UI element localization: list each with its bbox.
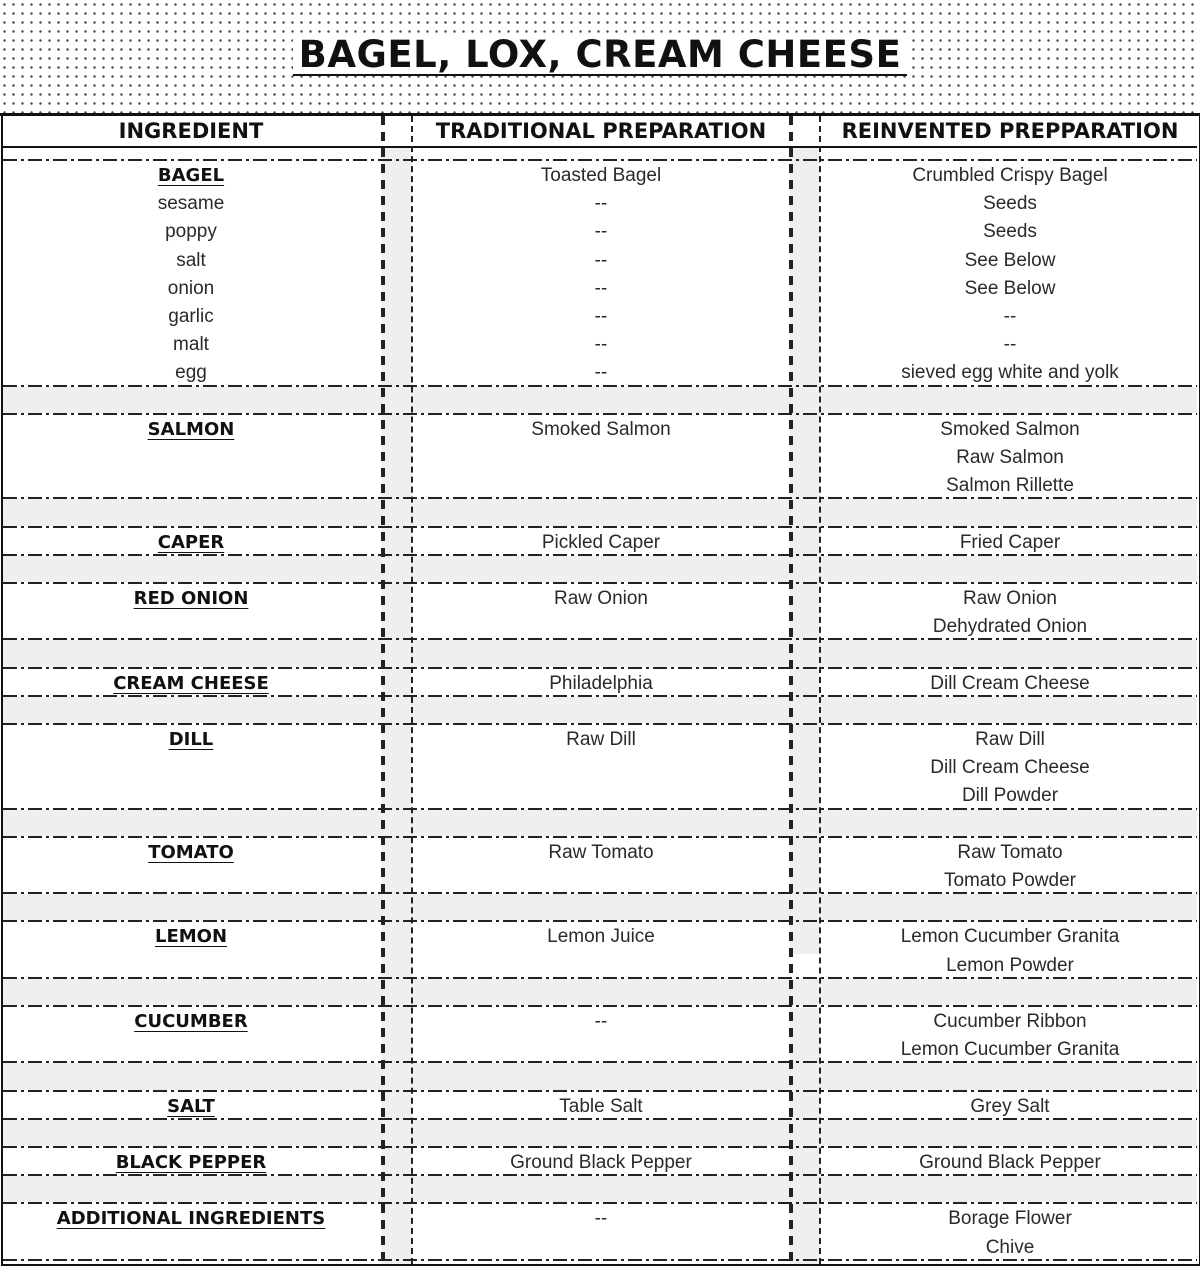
row-gap (3, 1176, 1197, 1202)
traditional-item: Raw Dill (566, 729, 636, 750)
row-gap (3, 894, 1197, 920)
row-gap (3, 697, 1197, 723)
traditional-item: -- (594, 221, 608, 243)
header-reinvented: REINVENTED PREPPARATION (841, 119, 1179, 143)
reinvented-cell (820, 416, 1200, 501)
row-gap (3, 1063, 1197, 1089)
row-separator (3, 920, 1197, 922)
traditional-item: Ground Black Pepper (510, 1152, 692, 1173)
row-separator (3, 1259, 1197, 1261)
traditional-item: -- (594, 362, 608, 384)
sub-ingredient: egg (175, 362, 207, 384)
row-separator (3, 638, 1197, 640)
ingredient-cell (0, 529, 382, 557)
row-separator (3, 808, 1197, 810)
traditional-item: Smoked Salmon (531, 418, 671, 440)
reinvented-item: Raw Salmon (956, 447, 1064, 468)
traditional-item: Philadelphia (549, 672, 653, 694)
ingredient-name: BAGEL (157, 165, 225, 186)
traditional-item: Raw Onion (554, 588, 648, 609)
reinvented-cell (820, 839, 1200, 895)
row-separator (3, 695, 1197, 697)
ingredient-cell (0, 1149, 382, 1177)
traditional-item: -- (594, 1208, 608, 1230)
row-separator (3, 1174, 1197, 1176)
traditional-cell (412, 416, 790, 444)
row-separator (3, 1005, 1197, 1007)
reinvented-item: Tomato Powder (943, 870, 1076, 891)
row-separator (3, 1061, 1197, 1063)
ingredient-name: TOMATO (148, 841, 234, 863)
reinvented-cell (820, 162, 1200, 388)
row-separator (3, 977, 1197, 979)
title-banner (0, 0, 1200, 116)
reinvented-cell (820, 923, 1200, 979)
traditional-cell (412, 529, 790, 557)
row-separator (3, 413, 1197, 415)
reinvented-item: Salmon Rillette (946, 475, 1074, 497)
reinvented-cell (820, 585, 1200, 641)
ingredient-cell (0, 1008, 382, 1036)
reinvented-cell (820, 1149, 1200, 1177)
sub-ingredient: sesame (157, 193, 225, 215)
reinvented-item: Raw Tomato (957, 841, 1063, 863)
reinvented-item: Crumbled Crispy Bagel (912, 165, 1108, 186)
reinvented-item: Dehydrated Onion (932, 616, 1088, 638)
row-separator (3, 526, 1197, 528)
traditional-cell (412, 1149, 790, 1177)
reinvented-item: See Below (964, 277, 1056, 299)
ingredient-name: CUCUMBER (134, 1011, 248, 1032)
reinvented-item: Chive (985, 1236, 1035, 1258)
traditional-item: -- (594, 277, 608, 299)
traditional-item: -- (594, 306, 608, 328)
traditional-cell (412, 1205, 790, 1233)
ingredient-cell (0, 923, 382, 951)
header-traditional: TRADITIONAL PREPARATION (435, 119, 767, 143)
row-gap (3, 979, 1197, 1005)
reinvented-item: Smoked Salmon (940, 418, 1080, 440)
table-header (0, 116, 1200, 146)
reinvented-item: Lemon Cucumber Granita (900, 1039, 1120, 1061)
traditional-item: -- (594, 193, 608, 215)
row-separator (3, 1202, 1197, 1204)
reinvented-item: Raw Onion (963, 588, 1057, 609)
reinvented-item: Dill Cream Cheese (930, 672, 1090, 694)
reinvented-item: Seeds (983, 193, 1037, 215)
reinvented-cell (820, 726, 1200, 811)
ingredient-cell (0, 670, 382, 698)
reinvented-item: sieved egg white and yolk (901, 362, 1119, 384)
traditional-cell (412, 162, 790, 388)
reinvented-cell (820, 670, 1200, 698)
reinvented-item: Seeds (983, 221, 1037, 243)
traditional-item: Table Salt (559, 1095, 643, 1117)
reinvented-item: Fried Caper (959, 531, 1061, 553)
ingredient-name: SALMON (147, 418, 235, 440)
traditional-item: Pickled Caper (541, 531, 661, 553)
row-separator (3, 1146, 1197, 1148)
reinvented-item: Raw Dill (975, 729, 1045, 750)
reinvented-item: Lemon Cucumber Granita (900, 926, 1120, 948)
row-separator (3, 582, 1197, 584)
row-separator (3, 892, 1197, 894)
header-ingredient: INGREDIENT (118, 119, 264, 143)
reinvented-item: Borage Flower (948, 1208, 1072, 1230)
ingredient-cell (0, 1093, 382, 1121)
traditional-item: Toasted Bagel (540, 165, 662, 186)
ingredient-cell (0, 726, 382, 754)
row-separator (3, 667, 1197, 669)
sub-ingredient: onion (167, 277, 215, 299)
sub-ingredient: malt (173, 334, 209, 356)
ingredient-name: RED ONION (133, 588, 249, 609)
row-gap (3, 556, 1197, 582)
header-rule (3, 146, 1197, 148)
reinvented-item: -- (1003, 306, 1017, 328)
row-separator (3, 385, 1197, 387)
traditional-cell (412, 726, 790, 754)
ingredient-name: CREAM CHEESE (113, 672, 269, 694)
ingredient-cell (0, 585, 382, 613)
ingredient-name: LEMON (154, 926, 228, 948)
row-gap (3, 810, 1197, 836)
sub-ingredient: salt (176, 249, 206, 271)
sub-ingredient: garlic (168, 306, 214, 328)
ingredient-name: DILL (168, 729, 214, 750)
reinvented-cell (820, 1093, 1200, 1121)
reinvented-item: Dill Powder (961, 785, 1059, 807)
traditional-item: -- (594, 249, 608, 271)
ingredient-name: BLACK PEPPER (115, 1152, 267, 1173)
reinvented-cell (820, 1008, 1200, 1064)
reinvented-item: -- (1003, 334, 1017, 356)
row-separator (3, 1118, 1197, 1120)
traditional-cell (412, 1008, 790, 1036)
reinvented-item: Grey Salt (970, 1095, 1050, 1117)
reinvented-item: Cucumber Ribbon (933, 1011, 1087, 1032)
ingredient-cell (0, 416, 382, 444)
traditional-item: -- (594, 334, 608, 356)
traditional-cell (412, 585, 790, 613)
reinvented-cell (820, 1205, 1200, 1261)
row-separator (3, 836, 1197, 838)
row-separator (3, 159, 1197, 161)
row-separator (3, 554, 1197, 556)
row-gap (3, 499, 1197, 525)
row-gap (3, 387, 1197, 413)
traditional-item: Lemon Juice (547, 926, 655, 948)
reinvented-item: See Below (964, 249, 1056, 271)
row-gap (3, 640, 1197, 666)
row-separator (3, 723, 1197, 725)
reinvented-item: Ground Black Pepper (919, 1152, 1101, 1173)
reinvented-cell (820, 529, 1200, 557)
row-separator (3, 497, 1197, 499)
ingredient-name: ADDITIONAL INGREDIENTS (56, 1208, 326, 1230)
row-separator (3, 1090, 1197, 1092)
ingredient-cell (0, 162, 382, 388)
traditional-item: Raw Tomato (548, 841, 654, 863)
ingredient-cell (0, 1205, 382, 1233)
traditional-cell (412, 1093, 790, 1121)
reinvented-item: Lemon Powder (946, 954, 1074, 976)
traditional-cell (412, 670, 790, 698)
row-gap (3, 1120, 1197, 1146)
ingredient-name: CAPER (157, 531, 225, 553)
ingredient-name: SALT (167, 1095, 215, 1117)
ingredient-cell (0, 839, 382, 867)
reinvented-item: Dill Cream Cheese (930, 757, 1090, 779)
sub-ingredient: poppy (165, 221, 217, 243)
page-title: BAGEL, LOX, CREAM CHEESE (293, 34, 908, 76)
traditional-item: -- (594, 1011, 608, 1032)
traditional-cell (412, 839, 790, 867)
traditional-cell (412, 923, 790, 951)
